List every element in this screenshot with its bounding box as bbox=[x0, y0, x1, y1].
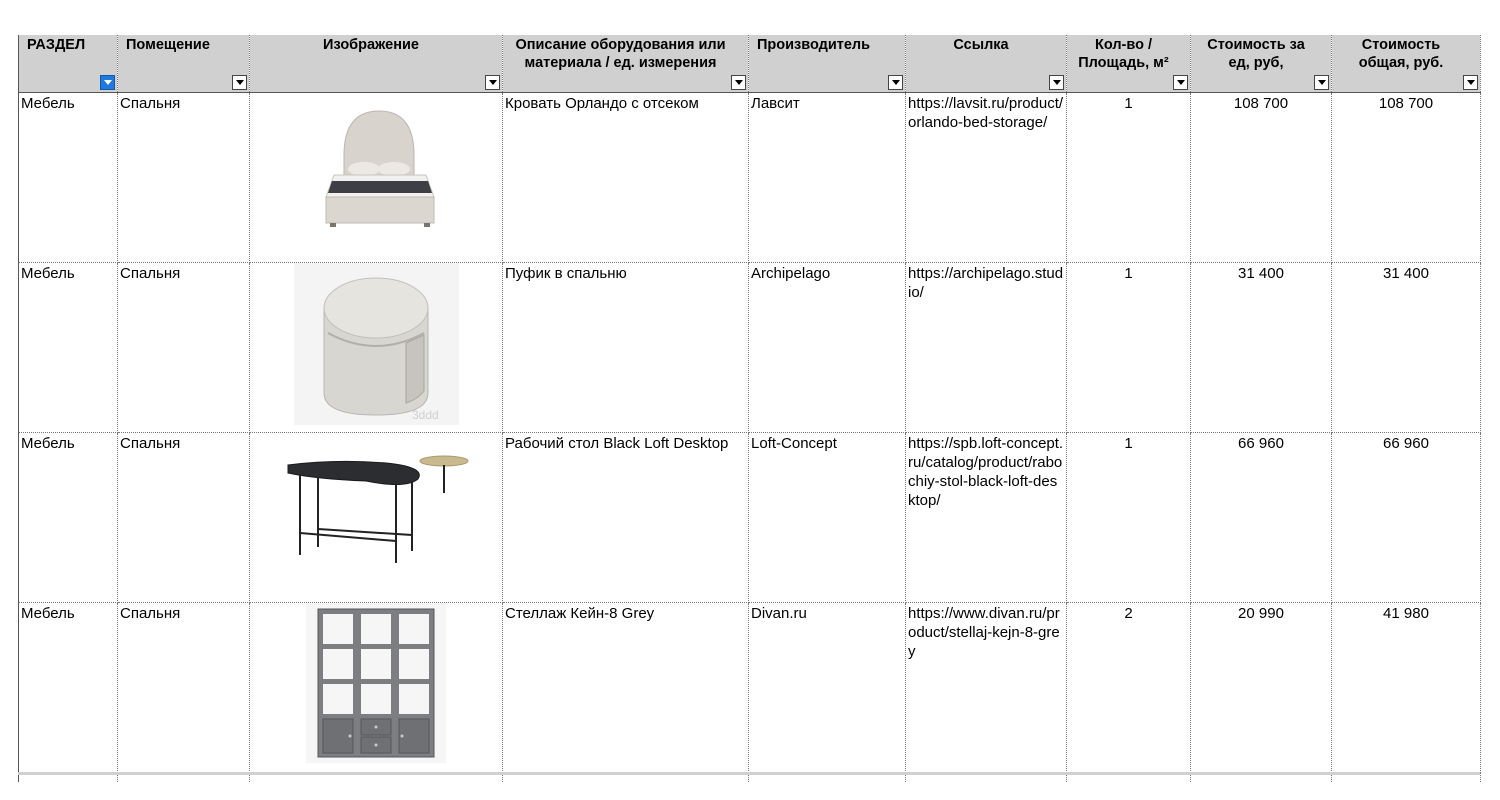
cell-image[interactable] bbox=[250, 93, 503, 263]
cell-qty[interactable]: 1 bbox=[1067, 263, 1191, 433]
cell-description[interactable]: Стеллаж Кейн-8 Grey bbox=[503, 603, 749, 773]
header-description[interactable] bbox=[503, 35, 749, 93]
filter-dropdown-unit-price[interactable] bbox=[1314, 75, 1329, 90]
header-label: Изображение bbox=[323, 37, 419, 53]
header-link[interactable] bbox=[906, 35, 1067, 93]
chevron-down-icon bbox=[735, 80, 743, 85]
header-room[interactable] bbox=[118, 35, 250, 93]
cell-unit-price[interactable]: 20 990 bbox=[1191, 603, 1332, 773]
cell-total-price[interactable]: 31 400 bbox=[1332, 263, 1481, 433]
cell-qty[interactable]: 1 bbox=[1067, 433, 1191, 603]
cell-manufacturer[interactable]: Divan.ru bbox=[749, 603, 906, 773]
cell-total-price[interactable]: 66 960 bbox=[1332, 433, 1481, 603]
cell-room[interactable]: Спальня bbox=[118, 263, 250, 433]
header-label: Ссылка bbox=[953, 37, 1009, 53]
header-row bbox=[19, 35, 1481, 93]
cell-total-price[interactable]: 41 980 bbox=[1332, 603, 1481, 773]
cell-qty[interactable]: 1 bbox=[1067, 93, 1191, 263]
cell-description[interactable]: Кровать Орландо с отсеком bbox=[503, 93, 749, 263]
cell-room[interactable]: Спальня bbox=[118, 93, 250, 263]
cell-manufacturer[interactable]: Лавсит bbox=[749, 93, 906, 263]
cell-razdel[interactable]: Мебель bbox=[19, 93, 118, 263]
cell-description[interactable]: Пуфик в спальню bbox=[503, 263, 749, 433]
cell-link[interactable]: https://spb.loft-concept.ru/catalog/product/rabochiy-stol-black-loft-desktop/ bbox=[906, 433, 1067, 603]
table-row bbox=[19, 603, 1481, 773]
table-bottom-border bbox=[18, 772, 1480, 775]
cell-unit-price[interactable]: 108 700 bbox=[1191, 93, 1332, 263]
svg-text:3ddd: 3ddd bbox=[411, 408, 439, 422]
header-manufacturer[interactable] bbox=[749, 35, 906, 93]
header-label: Описание оборудования или материала / ед. измерения bbox=[515, 37, 726, 71]
chevron-down-icon bbox=[1318, 80, 1326, 85]
cell-link[interactable]: https://lavsit.ru/product/orlando-bed-storage/ bbox=[906, 93, 1067, 263]
cell-unit-price[interactable]: 66 960 bbox=[1191, 433, 1332, 603]
cell-image[interactable] bbox=[250, 603, 503, 773]
cell-link[interactable]: https://www.divan.ru/product/stellaj-kejn-8-grey bbox=[906, 603, 1067, 773]
chevron-down-icon bbox=[236, 80, 244, 85]
chevron-down-icon bbox=[1053, 80, 1061, 85]
shelf-image bbox=[306, 603, 446, 763]
cell-total-price[interactable]: 108 700 bbox=[1332, 93, 1481, 263]
chevron-down-icon bbox=[892, 80, 900, 85]
filter-dropdown-total-price[interactable] bbox=[1463, 75, 1478, 90]
pouf-image bbox=[294, 263, 459, 425]
cell-image[interactable] bbox=[250, 433, 503, 603]
cell-description[interactable]: Рабочий стол Black Loft Desktop bbox=[503, 433, 749, 603]
table-row bbox=[19, 263, 1481, 433]
header-label: Помещение bbox=[126, 37, 210, 53]
header-qty[interactable] bbox=[1067, 35, 1191, 93]
chevron-down-icon bbox=[489, 80, 497, 85]
chevron-down-icon bbox=[104, 80, 112, 85]
furniture-table bbox=[18, 35, 1481, 782]
chevron-down-icon bbox=[1177, 80, 1185, 85]
cell-unit-price[interactable]: 31 400 bbox=[1191, 263, 1332, 433]
header-label: Стоимость за ед, руб, bbox=[1207, 37, 1305, 71]
cell-razdel[interactable]: Мебель bbox=[19, 603, 118, 773]
cell-qty[interactable]: 2 bbox=[1067, 603, 1191, 773]
bed-image bbox=[276, 93, 476, 243]
header-image[interactable] bbox=[250, 35, 503, 93]
cell-manufacturer[interactable]: Loft-Concept bbox=[749, 433, 906, 603]
filter-dropdown-manufacturer[interactable] bbox=[888, 75, 903, 90]
header-label: Стоимость общая, руб. bbox=[1358, 37, 1444, 71]
filter-dropdown-image[interactable] bbox=[485, 75, 500, 90]
chevron-down-icon bbox=[1467, 80, 1475, 85]
filter-dropdown-link[interactable] bbox=[1049, 75, 1064, 90]
cell-image[interactable] bbox=[250, 263, 503, 433]
table-row bbox=[19, 93, 1481, 263]
cell-room[interactable]: Спальня bbox=[118, 433, 250, 603]
cell-room[interactable]: Спальня bbox=[118, 603, 250, 773]
filter-dropdown-razdel[interactable] bbox=[100, 75, 115, 90]
cell-link[interactable]: https://archipelago.studio/ bbox=[906, 263, 1067, 433]
cell-razdel[interactable]: Мебель bbox=[19, 263, 118, 433]
header-label: РАЗДЕЛ bbox=[27, 37, 86, 53]
cell-razdel[interactable]: Мебель bbox=[19, 433, 118, 603]
header-unit-price[interactable] bbox=[1191, 35, 1332, 93]
table-row bbox=[19, 433, 1481, 603]
header-label: Производитель bbox=[757, 37, 871, 53]
cell-manufacturer[interactable]: Archipelago bbox=[749, 263, 906, 433]
header-total-price[interactable] bbox=[1332, 35, 1481, 93]
desk-image bbox=[276, 433, 476, 583]
header-label: Кол-во / Площадь, м² bbox=[1078, 37, 1169, 71]
filter-dropdown-description[interactable] bbox=[731, 75, 746, 90]
filter-dropdown-qty[interactable] bbox=[1173, 75, 1188, 90]
spreadsheet bbox=[18, 35, 1480, 782]
filter-dropdown-room[interactable] bbox=[232, 75, 247, 90]
header-razdel[interactable] bbox=[19, 35, 118, 93]
